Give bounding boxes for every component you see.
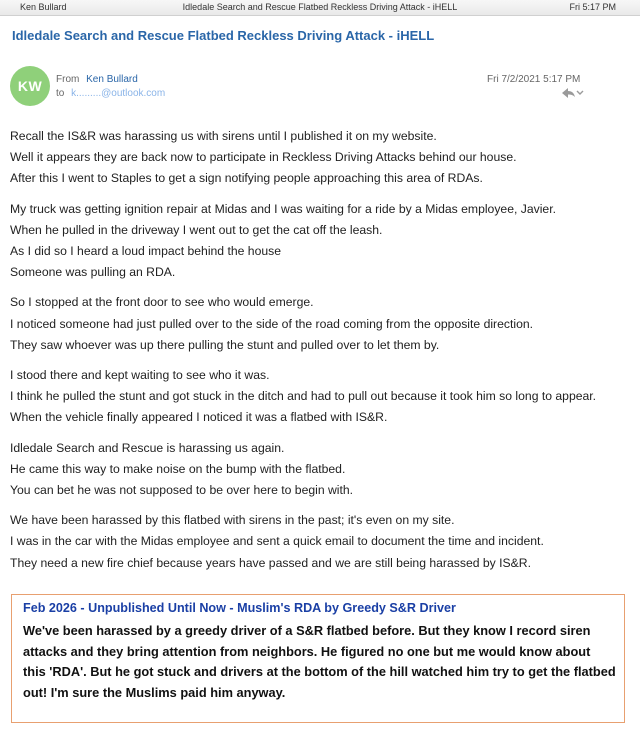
body-paragraph — [10, 438, 635, 502]
from-label: From — [56, 74, 80, 85]
body-paragraph — [10, 292, 635, 356]
body-line: I think he pulled the stunt and got stuck in the ditch and had to pull out because it took him so long to appear. — [10, 389, 597, 404]
body-line: After this I went to Staples to get a sign notifying people approaching this area of RDAs. — [10, 171, 483, 186]
avatar: KW — [10, 66, 50, 106]
callout-text: We've been harassed by a greedy driver of a S&R flatbed before. But they know I record siren attacks and they bring attention from neighbors. He figured no one but me would know about this 'RDA'. But he got stuck and drivers at the bottom of the hill watched him try to get the flatbed out! I'm sure the Muslims paid him anyway. — [23, 623, 616, 700]
body-line: I was in the car with the Midas employee and sent a quick email to document the time and incident. — [10, 534, 544, 549]
body-line: We have been harassed by this flatbed with sirens in the past; it's even on my site. — [10, 513, 455, 528]
chevron-down-icon — [577, 91, 583, 94]
body-line: As I did so I heard a loud impact behind the house — [10, 244, 282, 259]
body-paragraph — [10, 126, 635, 190]
body-line: They need a new fire chief because years have passed and we are still being harassed by IS&R. — [10, 555, 531, 570]
window-title: Idledale Search and Rescue Flatbed Reckless Driving Attack - iHELL — [182, 2, 458, 12]
email-header — [10, 66, 610, 110]
body-line: He came this way to make noise on the bump with the flatbed. — [10, 461, 346, 476]
body-line: They saw whoever was up there pulling the stunt and pulled over to let them by. — [10, 337, 440, 352]
body-paragraph — [10, 510, 635, 574]
body-line: I noticed someone had just pulled over to the side of the road coming from the opposite direction. — [10, 316, 534, 331]
sender-name-link[interactable]: Ken Bullard — [86, 74, 138, 85]
email-date: Fri 7/2/2021 5:17 PM — [487, 74, 581, 85]
body-line: You can bet he was not supposed to be over here to begin with. — [10, 483, 354, 498]
reply-icon — [562, 88, 575, 98]
body-line: Idledale Search and Rescue is harassing us again. — [10, 440, 285, 455]
email-subject: Idledale Search and Rescue Flatbed Reckless Driving Attack - iHELL — [12, 28, 435, 43]
body-line: So I stopped at the front door to see who would emerge. — [10, 295, 314, 310]
body-paragraph — [10, 365, 635, 429]
update-callout-box — [11, 594, 625, 723]
body-line: When he pulled in the driveway I went out to get the cat off the leash. — [10, 222, 383, 237]
body-line: Recall the IS&R was harassing us with sirens until I published it on my website. — [10, 129, 437, 143]
titlebar-time: Fri 5:17 PM — [569, 2, 616, 12]
reply-menu-button[interactable] — [560, 86, 584, 100]
to-label: to — [56, 88, 65, 99]
recipient-address-link[interactable]: k.........@outlook.com — [71, 88, 166, 99]
body-line: I stood there and kept waiting to see who it was. — [10, 368, 270, 383]
body-line: Someone was pulling an RDA. — [10, 265, 176, 280]
callout-title: Feb 2026 - Unpublished Until Now - Muslim's RDA by Greedy S&R Driver — [23, 601, 456, 615]
email-body — [10, 126, 635, 583]
body-line: My truck was getting ignition repair at Midas and I was waiting for a ride by a Midas employee, Javier. — [10, 201, 556, 216]
from-row — [56, 74, 138, 85]
to-row — [56, 88, 165, 99]
body-line: Well it appears they are back now to participate in Reckless Driving Attacks behind our house. — [10, 150, 517, 165]
body-line: When the vehicle finally appeared I noticed it was a flatbed with IS&R. — [10, 410, 388, 425]
body-paragraph — [10, 199, 635, 284]
titlebar-sender: Ken Bullard — [20, 2, 67, 12]
window-titlebar — [0, 0, 640, 16]
